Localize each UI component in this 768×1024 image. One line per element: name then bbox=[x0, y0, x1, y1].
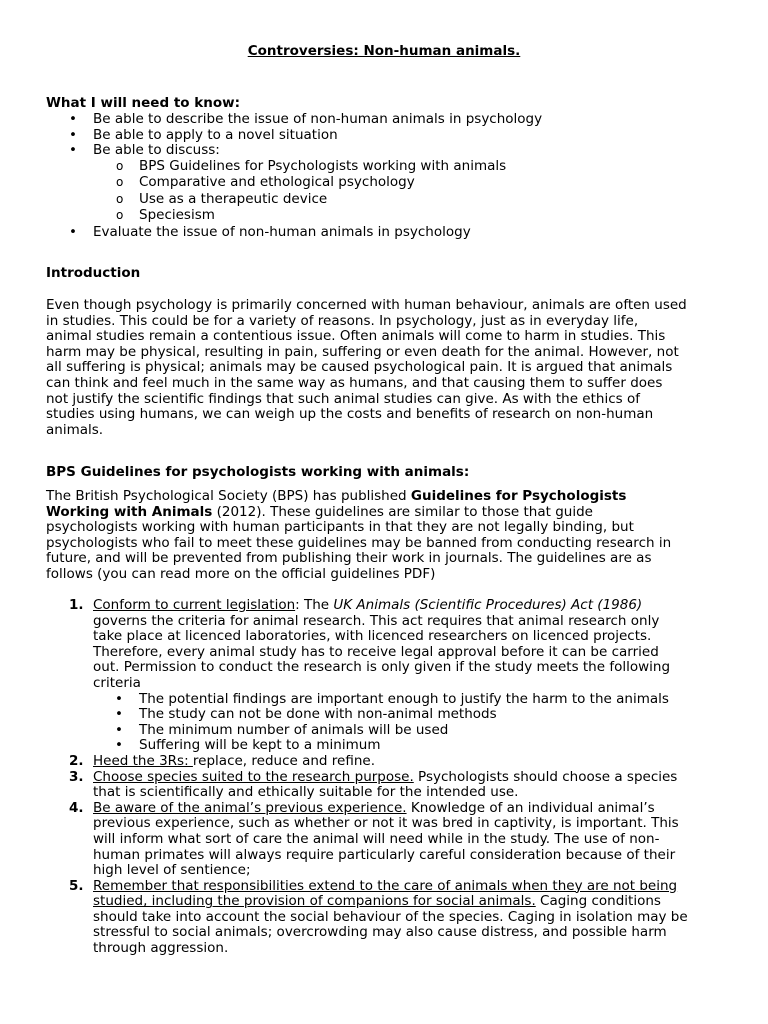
text-line: future, and will be prevented from publishing their work in journals. The guidelines are as bbox=[46, 550, 652, 567]
sub-bullet: o bbox=[116, 208, 124, 223]
discuss-sublist bbox=[116, 158, 739, 225]
sub-bullet: o bbox=[116, 159, 124, 173]
guideline-title: Be aware of the animal’s previous experience. bbox=[93, 799, 407, 816]
sub-bullet: o bbox=[116, 191, 124, 206]
text-line bbox=[46, 489, 726, 505]
bps-paragraph bbox=[46, 489, 726, 583]
item-number: 1. bbox=[69, 597, 84, 613]
bullet: • bbox=[69, 111, 77, 127]
bullet: • bbox=[115, 690, 123, 707]
criteria-text: Suffering will be kept to a minimum bbox=[139, 737, 381, 754]
text-line: can think and feel much in the same way as humans, and that causing them to suffer does bbox=[46, 374, 663, 391]
text-line: will inform what sort of care the animal will need while in the study. The use of non- bbox=[93, 830, 660, 847]
text-line bbox=[46, 505, 726, 521]
text-run: (2012). These guidelines are similar to those that guide bbox=[212, 503, 593, 520]
list-item-text: Be able to apply to a novel situation bbox=[93, 126, 338, 143]
text-line: high level of sentience; bbox=[93, 862, 251, 879]
sub-list-item-text: Use as a therapeutic device bbox=[139, 190, 328, 207]
guideline-item-2 bbox=[69, 752, 733, 770]
criteria-text: The minimum number of animals will be used bbox=[139, 721, 449, 738]
text-line: out. Permission to conduct the research is only given if the study meets the following bbox=[93, 659, 671, 676]
bullet: • bbox=[115, 721, 123, 738]
text-line bbox=[93, 598, 733, 614]
guideline-item-4 bbox=[69, 799, 733, 879]
sub-list-item-text: Comparative and ethological psychology bbox=[139, 174, 415, 191]
text-line: animals. bbox=[46, 421, 104, 438]
text-line: that is scientifically and ethically suitable for the intended use. bbox=[93, 784, 519, 801]
criteria-list bbox=[115, 690, 739, 754]
sub-list-item-text: Speciesism bbox=[139, 207, 215, 224]
bps-heading: BPS Guidelines for psychologists working with animals: bbox=[46, 464, 470, 480]
page-title: Controversies: Non-human animals. bbox=[247, 43, 521, 59]
guideline-title: Heed the 3Rs: bbox=[93, 752, 193, 769]
introduction-heading: Introduction bbox=[46, 265, 141, 281]
text-line: Even though psychology is primarily concerned with human behaviour, animals are often used bbox=[46, 297, 687, 313]
bullet: • bbox=[69, 126, 77, 143]
sub-list-item bbox=[116, 158, 739, 175]
guideline-title: Remember that responsibilities extend to the care of animals when they are not being bbox=[93, 877, 678, 894]
text-line: animal studies remain a contentious issue. Often animals will come to harm in studies. This bbox=[46, 328, 666, 345]
introduction-paragraph bbox=[46, 298, 726, 438]
text-run: Psychologists should choose a species bbox=[413, 768, 678, 785]
list-item bbox=[69, 111, 733, 128]
text-line bbox=[93, 754, 733, 770]
criteria-text: The study can not be done with non-animal methods bbox=[139, 706, 497, 723]
text-line: psychologists working with human participants in that they are not legally binding, but bbox=[46, 519, 634, 536]
criteria-item bbox=[115, 737, 739, 754]
text-line: Therefore, every animal study has to receive legal approval before it can be carried bbox=[93, 643, 659, 660]
text-line bbox=[93, 770, 733, 786]
need-to-know-list bbox=[69, 111, 733, 159]
text-line: previous experience, such as whether or not it was bred in captivity, is important. This bbox=[93, 815, 679, 832]
list-item bbox=[69, 142, 733, 159]
criteria-item bbox=[115, 690, 739, 708]
list-item bbox=[69, 224, 733, 241]
text-line: stressful to social animals; overcrowding may also cause distress, and possible harm bbox=[93, 924, 667, 941]
sub-bullet: o bbox=[116, 175, 124, 190]
criteria-item bbox=[115, 721, 739, 739]
bullet: • bbox=[69, 142, 77, 159]
guidelines-title: Guidelines for Psychologists bbox=[410, 488, 627, 504]
item-number: 2. bbox=[69, 752, 84, 769]
guideline-title: studied, including the provision of companions for social animals. bbox=[93, 893, 536, 910]
criteria-item bbox=[115, 706, 739, 723]
guideline-item-1 bbox=[69, 597, 733, 754]
text-line: criteria bbox=[93, 674, 141, 691]
bullet: • bbox=[115, 737, 123, 754]
bullet: • bbox=[115, 706, 123, 723]
need-to-know-heading: What I will need to know: bbox=[46, 95, 240, 111]
text-run: Knowledge of an individual animal’s bbox=[406, 799, 655, 816]
text-line: not justify the scientific findings that such animal studies can give. As with the ethics of bbox=[46, 390, 640, 407]
text-line bbox=[93, 894, 733, 910]
guideline-item-3 bbox=[69, 768, 733, 801]
criteria-text: The potential findings are important enough to justify the harm to the animals bbox=[139, 690, 669, 707]
guidelines-title: Working with Animals bbox=[46, 503, 213, 520]
text-line: human primates will always require particularly careful consideration because of their bbox=[93, 846, 676, 863]
text-line: governs the criteria for animal research. This act requires that animal research only bbox=[93, 612, 660, 629]
sub-list-item bbox=[116, 207, 739, 224]
sub-list-item bbox=[116, 174, 739, 191]
list-item-text: Evaluate the issue of non-human animals in psychology bbox=[93, 224, 471, 240]
sub-list-item-text: BPS Guidelines for Psychologists working with animals bbox=[139, 158, 507, 174]
guideline-title: Conform to current legislation bbox=[93, 597, 296, 613]
item-number: 3. bbox=[69, 768, 84, 785]
item-number: 5. bbox=[69, 877, 84, 894]
text-line: through aggression. bbox=[93, 940, 229, 957]
list-item-text: Be able to discuss: bbox=[93, 142, 220, 159]
text-run: Caging conditions bbox=[535, 893, 661, 910]
text-run: replace, reduce and refine. bbox=[192, 752, 375, 769]
list-item bbox=[69, 126, 733, 144]
text-line: psychologists who fail to meet these guidelines may be banned from conducting research in bbox=[46, 534, 672, 551]
text-line bbox=[93, 879, 733, 895]
text-run: : The bbox=[295, 597, 334, 613]
act-name: UK Animals (Scientific Procedures) Act (1986) bbox=[333, 597, 643, 613]
list-item-text: Be able to describe the issue of non-human animals in psychology bbox=[93, 111, 543, 127]
text-line: all suffering is physical; animals may be caused psychological pain. It is argued that animals bbox=[46, 359, 673, 376]
sub-list-item bbox=[116, 190, 739, 208]
text-line: studies using humans, we can weigh up the costs and benefits of research on non-human bbox=[46, 406, 654, 423]
bullet: • bbox=[69, 224, 77, 240]
text-run: The British Psychological Society (BPS) has published bbox=[46, 488, 411, 504]
guideline-title: Choose species suited to the research purpose. bbox=[93, 768, 414, 785]
text-line: in studies. This could be for a variety of reasons. In psychology, just as in everyday life, bbox=[46, 312, 639, 329]
text-line: harm may be physical, resulting in pain, suffering or even death for the animal. However, not bbox=[46, 343, 679, 360]
guideline-item-5 bbox=[69, 877, 733, 957]
text-line: should take into account the social behaviour of the species. Caging in isolation may be bbox=[93, 908, 688, 925]
text-line: take place at licenced laboratories, with licenced researchers on licenced projects. bbox=[93, 628, 652, 645]
item-number: 4. bbox=[69, 799, 84, 816]
text-line bbox=[93, 801, 733, 817]
text-line: follows (you can read more on the official guidelines PDF) bbox=[46, 565, 436, 582]
guidelines-list bbox=[69, 597, 733, 957]
